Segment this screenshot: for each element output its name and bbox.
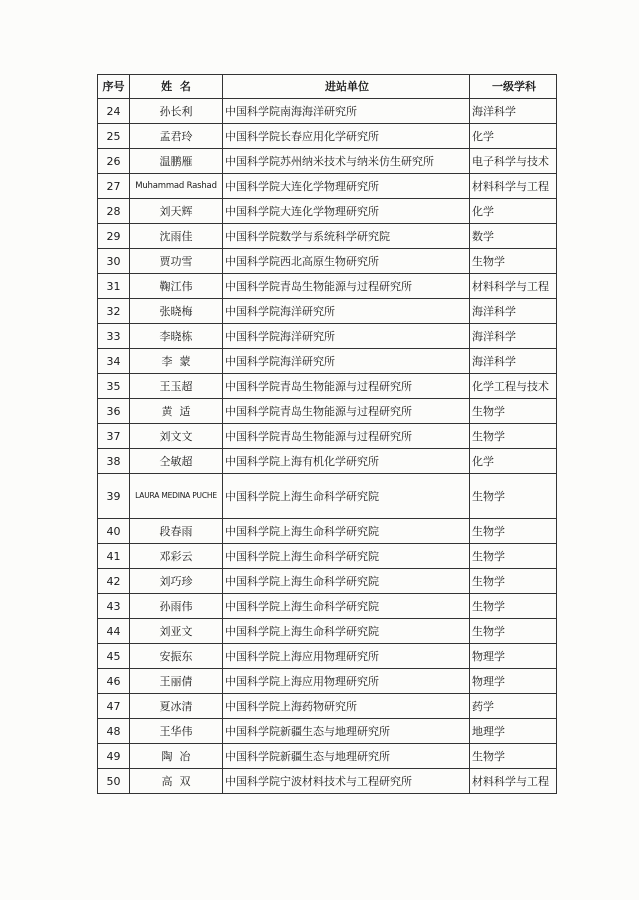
row-name: 刘文文 <box>130 424 223 449</box>
row-name: 黄 适 <box>130 399 223 424</box>
row-serial-number: 35 <box>98 374 130 399</box>
row-serial-number: 44 <box>98 619 130 644</box>
table-row <box>98 99 557 124</box>
row-subject: 生物学 <box>470 744 557 769</box>
row-serial-number: 27 <box>98 174 130 199</box>
table-row <box>98 594 557 619</box>
row-unit: 中国科学院新疆生态与地理研究所 <box>223 719 470 744</box>
table-row <box>98 544 557 569</box>
row-unit: 中国科学院上海有机化学研究所 <box>223 449 470 474</box>
row-name: 孙长利 <box>130 99 223 124</box>
row-subject: 生物学 <box>470 544 557 569</box>
row-serial-number: 33 <box>98 324 130 349</box>
row-subject: 海洋科学 <box>470 349 557 374</box>
table-row <box>98 669 557 694</box>
table-row <box>98 149 557 174</box>
table-row <box>98 719 557 744</box>
table-body <box>98 99 557 794</box>
row-name: 仝敏超 <box>130 449 223 474</box>
row-subject: 药学 <box>470 694 557 719</box>
row-serial-number: 32 <box>98 299 130 324</box>
row-unit: 中国科学院苏州纳米技术与纳米仿生研究所 <box>223 149 470 174</box>
row-subject: 物理学 <box>470 669 557 694</box>
row-name: 孟君玲 <box>130 124 223 149</box>
row-unit: 中国科学院上海应用物理研究所 <box>223 644 470 669</box>
table-row <box>98 124 557 149</box>
table-row <box>98 324 557 349</box>
row-serial-number: 31 <box>98 274 130 299</box>
row-name: 李 蒙 <box>130 349 223 374</box>
row-unit: 中国科学院上海生命科学研究院 <box>223 474 470 519</box>
row-unit: 中国科学院大连化学物理研究所 <box>223 199 470 224</box>
row-serial-number: 40 <box>98 519 130 544</box>
table-row <box>98 224 557 249</box>
row-serial-number: 48 <box>98 719 130 744</box>
row-serial-number: 38 <box>98 449 130 474</box>
row-subject: 材料科学与工程 <box>470 274 557 299</box>
row-serial-number: 39 <box>98 474 130 519</box>
row-serial-number: 36 <box>98 399 130 424</box>
row-subject: 生物学 <box>470 569 557 594</box>
row-name: 刘巧珍 <box>130 569 223 594</box>
row-subject: 生物学 <box>470 474 557 519</box>
table-row <box>98 249 557 274</box>
row-unit: 中国科学院海洋研究所 <box>223 349 470 374</box>
row-unit: 中国科学院上海生命科学研究院 <box>223 519 470 544</box>
row-subject: 化学工程与技术 <box>470 374 557 399</box>
row-unit: 中国科学院宁波材料技术与工程研究所 <box>223 769 470 794</box>
row-name: 温鹏雁 <box>130 149 223 174</box>
row-serial-number: 30 <box>98 249 130 274</box>
row-serial-number: 49 <box>98 744 130 769</box>
table-header-row <box>98 75 557 99</box>
row-serial-number: 43 <box>98 594 130 619</box>
row-subject: 材料科学与工程 <box>470 769 557 794</box>
row-name: 沈雨佳 <box>130 224 223 249</box>
table-row <box>98 174 557 199</box>
header-subject: 一级学科 <box>470 75 557 99</box>
header-serial-number: 序号 <box>98 75 130 99</box>
row-unit: 中国科学院南海海洋研究所 <box>223 99 470 124</box>
table-row <box>98 569 557 594</box>
row-unit: 中国科学院上海生命科学研究院 <box>223 594 470 619</box>
table-row <box>98 399 557 424</box>
row-name: 张晓梅 <box>130 299 223 324</box>
table-row <box>98 474 557 519</box>
row-name: 夏冰清 <box>130 694 223 719</box>
row-subject: 物理学 <box>470 644 557 669</box>
row-unit: 中国科学院青岛生物能源与过程研究所 <box>223 374 470 399</box>
row-subject: 生物学 <box>470 399 557 424</box>
row-serial-number: 28 <box>98 199 130 224</box>
row-name: 邓彩云 <box>130 544 223 569</box>
row-name: 安振东 <box>130 644 223 669</box>
table-row <box>98 769 557 794</box>
row-serial-number: 50 <box>98 769 130 794</box>
row-unit: 中国科学院青岛生物能源与过程研究所 <box>223 399 470 424</box>
row-unit: 中国科学院长春应用化学研究所 <box>223 124 470 149</box>
row-unit: 中国科学院上海应用物理研究所 <box>223 669 470 694</box>
row-subject: 地理学 <box>470 719 557 744</box>
table-row <box>98 744 557 769</box>
row-subject: 化学 <box>470 124 557 149</box>
row-name: Muhammad Rashad <box>130 174 223 199</box>
table-row <box>98 274 557 299</box>
table-row <box>98 644 557 669</box>
row-subject: 化学 <box>470 199 557 224</box>
table-row <box>98 299 557 324</box>
table-row <box>98 374 557 399</box>
row-serial-number: 46 <box>98 669 130 694</box>
row-unit: 中国科学院大连化学物理研究所 <box>223 174 470 199</box>
row-serial-number: 26 <box>98 149 130 174</box>
postdoc-roster-table <box>97 74 557 794</box>
row-unit: 中国科学院西北高原生物研究所 <box>223 249 470 274</box>
table-row <box>98 694 557 719</box>
row-name: 刘天辉 <box>130 199 223 224</box>
row-name: 高 双 <box>130 769 223 794</box>
row-unit: 中国科学院海洋研究所 <box>223 299 470 324</box>
table-row <box>98 619 557 644</box>
row-name: 陶 冶 <box>130 744 223 769</box>
row-serial-number: 34 <box>98 349 130 374</box>
row-name: 贾功雪 <box>130 249 223 274</box>
row-name: LAURA MEDINA PUCHE <box>130 474 223 519</box>
row-serial-number: 47 <box>98 694 130 719</box>
row-subject: 海洋科学 <box>470 299 557 324</box>
row-unit: 中国科学院上海生命科学研究院 <box>223 569 470 594</box>
table-row <box>98 424 557 449</box>
row-serial-number: 29 <box>98 224 130 249</box>
row-unit: 中国科学院青岛生物能源与过程研究所 <box>223 424 470 449</box>
row-subject: 生物学 <box>470 594 557 619</box>
row-unit: 中国科学院上海生命科学研究院 <box>223 619 470 644</box>
header-name: 姓 名 <box>130 75 223 99</box>
row-serial-number: 45 <box>98 644 130 669</box>
row-name: 鞠江伟 <box>130 274 223 299</box>
table-row <box>98 449 557 474</box>
table-row <box>98 199 557 224</box>
row-serial-number: 41 <box>98 544 130 569</box>
row-subject: 生物学 <box>470 519 557 544</box>
row-unit: 中国科学院海洋研究所 <box>223 324 470 349</box>
row-name: 刘亚文 <box>130 619 223 644</box>
header-unit: 进站单位 <box>223 75 470 99</box>
table-row <box>98 519 557 544</box>
row-name: 孙雨伟 <box>130 594 223 619</box>
row-subject: 生物学 <box>470 424 557 449</box>
row-subject: 生物学 <box>470 249 557 274</box>
row-serial-number: 24 <box>98 99 130 124</box>
row-subject: 化学 <box>470 449 557 474</box>
row-subject: 材料科学与工程 <box>470 174 557 199</box>
row-unit: 中国科学院数学与系统科学研究院 <box>223 224 470 249</box>
row-subject: 电子科学与技术 <box>470 149 557 174</box>
table-row <box>98 349 557 374</box>
row-unit: 中国科学院青岛生物能源与过程研究所 <box>223 274 470 299</box>
row-name: 李晓栋 <box>130 324 223 349</box>
row-name: 王玉超 <box>130 374 223 399</box>
row-name: 段春雨 <box>130 519 223 544</box>
row-name: 王华伟 <box>130 719 223 744</box>
row-unit: 中国科学院上海生命科学研究院 <box>223 544 470 569</box>
row-subject: 生物学 <box>470 619 557 644</box>
row-serial-number: 42 <box>98 569 130 594</box>
row-serial-number: 25 <box>98 124 130 149</box>
row-subject: 海洋科学 <box>470 99 557 124</box>
row-subject: 海洋科学 <box>470 324 557 349</box>
row-name: 王丽倩 <box>130 669 223 694</box>
row-serial-number: 37 <box>98 424 130 449</box>
row-subject: 数学 <box>470 224 557 249</box>
row-unit: 中国科学院新疆生态与地理研究所 <box>223 744 470 769</box>
row-unit: 中国科学院上海药物研究所 <box>223 694 470 719</box>
